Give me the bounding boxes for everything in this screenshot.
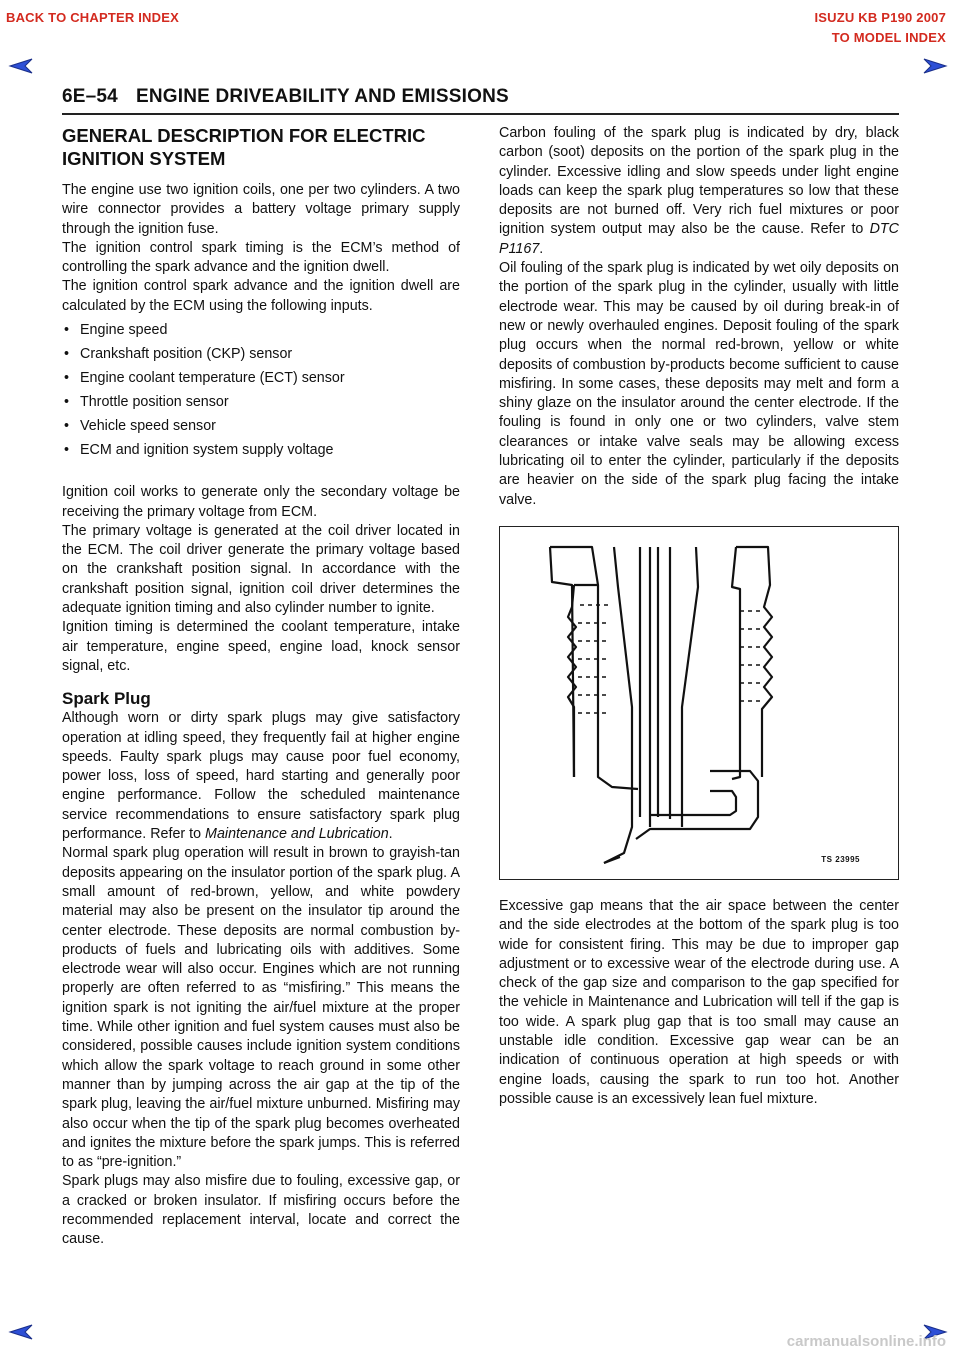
left-column [62,124,460,1250]
spark-plug-heading: Spark Plug [62,689,151,709]
header-rule [62,113,899,115]
list-item: • Vehicle speed sensor [62,417,460,436]
section-heading: GENERAL DESCRIPTION FOR ELECTRIC IGNITION SYSTEM [62,125,426,169]
to-model-index-link[interactable]: TO MODEL INDEX [831,30,946,45]
list-item: • Engine coolant temperature (ECT) sensor [62,369,460,388]
list-item: • ECM and ignition system supply voltage [62,441,460,460]
ecm-inputs-list [62,321,460,460]
coil-paragraph: The primary voltage is generated at the coil driver located in the ECM. The coil driver generate the primary voltage based on the crankshaft position signal. In accordance with the crankshaft position signal, ignition coil driver determines the adequate ignition timing and also cylinder number to ignite. [62,522,460,617]
coil-paragraph: Ignition coil works to generate only the secondary voltage be receiving the primary voltage from ECM. [62,484,460,520]
dtc-reference: DTC P1167 [499,221,899,257]
list-item: • Crankshaft position (CKP) sensor [62,345,460,364]
figure-code: TS 23995 [821,854,860,864]
previous-page-arrow-icon[interactable] [8,58,34,74]
footer-watermark: carmanualsonline.info [786,1333,946,1350]
excessive-gap-paragraph: Excessive gap means that the air space between the center and the side electrodes at the bottom of the spark plug is too wide for consistent firing. This may be due to improper gap adjustment or to excessive wear of the electrode during use. A check of the gap size and comparison to the gap specified for the vehicle in Maintenance and Lubrication will tell if the gap is too wide. A spark plug gap that is too small may cause an unstable idle condition. Excessive gap wear can be an indication of continuous operation at high speeds or with engine loads, causing the spark to run too hot. Another possible cause is an excessively lean fuel mixture. [499,897,899,1107]
intro-paragraph: The ignition control spark advance and the ignition dwell are calculated by the ECM using the following inputs. [62,278,460,314]
spark-plug-figure [499,526,899,880]
coil-paragraph: Ignition timing is determined the coolant temperature, intake air temperature, engine speed, engine load, knock sensor signal, etc. [62,619,460,674]
next-page-arrow-icon[interactable] [922,58,948,74]
list-item: • Throttle position sensor [62,393,460,412]
list-item: • Engine speed [62,321,460,340]
intro-paragraph: The ignition control spark timing is the ECM’s method of controlling the spark advance and the ignition dwell. [62,239,460,276]
right-column [499,124,899,1109]
spark-plug-illustration [500,527,898,879]
page-title: ENGINE DRIVEABILITY AND EMISSIONS [135,86,509,107]
oil-fouling-paragraph: Oil fouling of the spark plug is indicated by wet oily deposits on the portion of the spark plug in the cylinder, usually with little electrode wear. This may be caused by oil during break-in of new or newly overhauled engines. Deposit fouling of the spark plug occurs when the normal red-brown, yellow or white deposits of combustion by-products become sufficient to cause misfiring. In some cases, these deposits may melt and form a shiny glaze on the insulator around the center electrode. If the fouling is found in only one or two cylinders, valve stem clearances or intake valve seals may be allowing excess lubricating oil to enter the cylinder, particularly if the deposits are heavier on the side of the spark plug facing the intake valve. [499,260,899,508]
page-header [62,86,527,108]
spark-plug-paragraph-3: Spark plugs may also misfire due to fouling, excessive gap, or a cracked or broken insulator. If misfiring occurs before the recommended replacement interval, locate and correct the cause. [62,1173,460,1248]
carbon-fouling-paragraph: Carbon fouling of the spark plug is indicated by dry, black carbon (soot) deposits on the portion of the spark plug in the cylinder. Excessive idling and slow speeds under light engine loads can keep the spark plug temperatures so low that these deposits are not burned off. Very rich fuel mixtures or poor ignition system output may also be the cause. Refer to DTC P1167. [499,125,899,257]
intro-paragraph: The engine use two ignition coils, one per two cylinders. A two wire connector provides a battery voltage primary supply through the ignition fuse. [62,182,460,237]
page-number: 6E–54 [62,86,118,107]
maintenance-reference: Maintenance and Lubrication [205,826,389,843]
model-line-label: ISUZU KB P190 2007 [814,10,946,25]
spark-plug-paragraph-2: Normal spark plug operation will result in brown to grayish-tan deposits appearing on the insulator portion of the spark plug. A small amount of red-brown, yellow, and white powdery material may also be present on the insulator tip around the center electrode. These deposits are normal combustion by-products of fuels and lubricating oils with additives. Some electrode wear will also occur. Engines which are not running properly are often referred to as “misfiring.” This means the ignition spark is not igniting the air/fuel mixture at the proper time. While other ignition and fuel system causes must also be considered, possible causes include ignition system conditions which allow the spark voltage to reach ground in some other manner than by jumping across the air gap at the tip of the spark plug, leaving the air/fuel mixture unburned. Misfiring may also occur when the tip of the spark plug becomes overheated and ignites the mixture before the spark jumps. This is referred to as “pre-ignition.” [62,845,460,1171]
spark-plug-paragraph-1: Although worn or dirty spark plugs may give satisfactory operation at idling speed, they frequently fail at higher engine speeds. Faulty spark plugs may cause poor fuel economy, power loss, loss of speed, hard starting and generally poor engine performance. Follow the scheduled maintenance service recommendations to ensure satisfactory spark plug performance. Refer to Maintenance and Lubrication. [62,710,460,843]
previous-page-bottom-arrow-icon[interactable] [8,1324,34,1340]
back-to-chapter-index-link[interactable]: BACK TO CHAPTER INDEX [6,10,179,25]
